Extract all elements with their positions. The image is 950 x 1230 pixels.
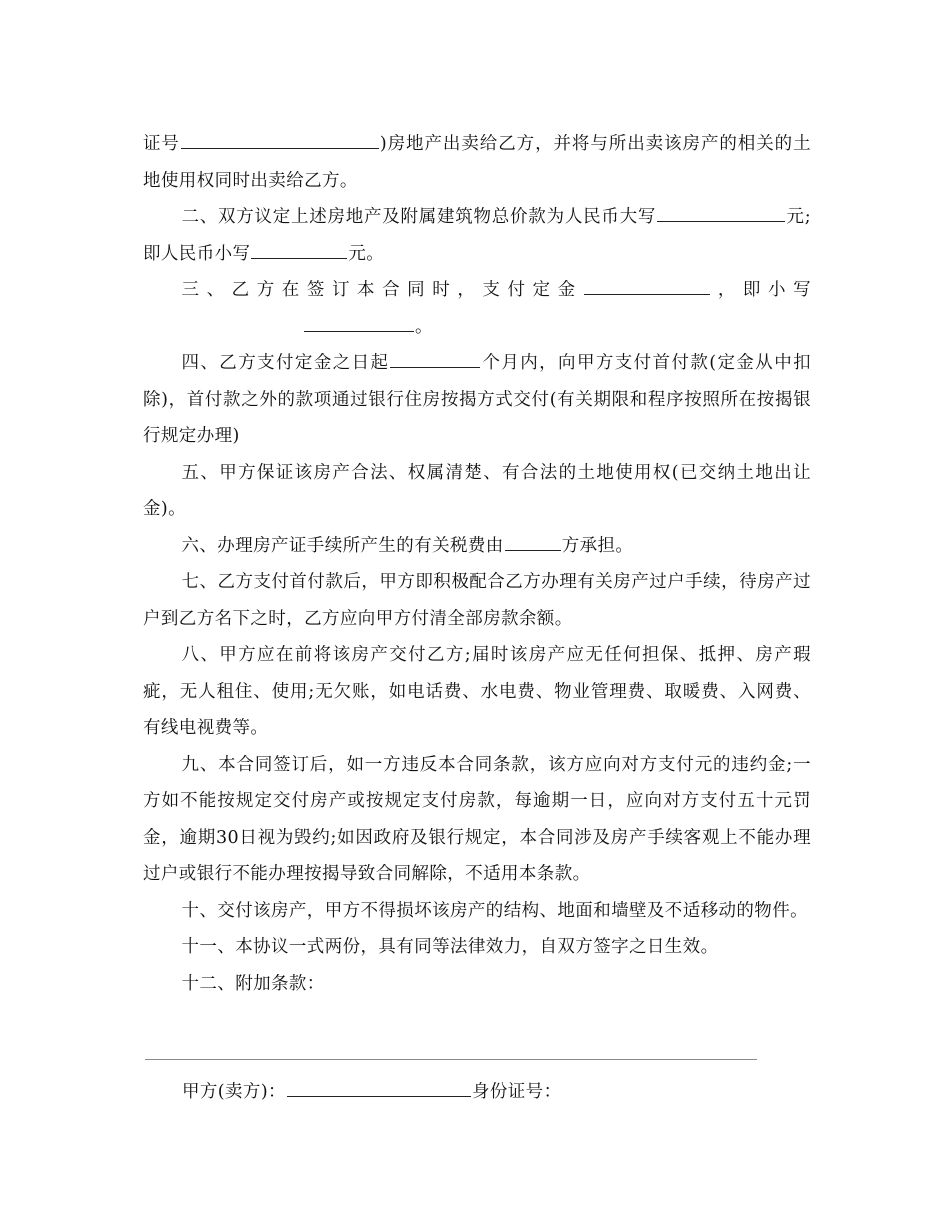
clause-10-structure: 十、交付该房产，甲方不得损坏该房产的结构、地面和墙壁及不适移动的物件。 [181,900,808,921]
clause-11-copies: 十一、本协议一式两份，具有同等法律效力，自双方签字之日生效。 [181,937,719,957]
blank-deposit-numeric [304,315,414,332]
clause-12-additional: 十二、附加条款： [181,973,325,994]
blank-deposit-amount [584,278,710,295]
clause-6-taxes: 六、办理房产证手续所产生的有关税费由 方承担。 [181,535,634,556]
id-number-label: 身份证号： [471,1082,562,1102]
blank-tax-party [505,534,561,551]
blank-price-numeric [251,242,347,259]
contract-body [143,126,811,1002]
clause-5-guarantee: 五、甲方保证该房产合法、权属清楚、有合法的土地使用权(已交纳土地出让金)。 [143,462,811,519]
blank-months [390,351,480,368]
additional-terms-line [145,1059,757,1060]
clause-7-transfer: 七、乙方支付首付款后，甲方即积极配合乙方办理有关房产过户手续，待房产过户到乙方名下之时，乙方应向甲方付清全部房款余额。 [143,572,811,629]
clause-9-breach: 九、本合同签订后，如一方违反本合同条款，该方应向对方支付元的违约金;一方如不能按规定交付房产或按规定支付房款，每逾期一日，应向对方支付五十元罚金，逾期30日视为毁约;如因政府及银行规定，本合同涉及房产手续客观上不能办理过户或银行不能办理按揭导致合同解除，不适用本条款。 [143,754,811,884]
signature-line [182,1074,561,1110]
blank-certificate-number [181,132,379,149]
clause-4-down-payment: 四、乙方支付定金之日起 个月内，向甲方支付首付款(定金从中扣除)，首付款之外的款项通过银行住房按揭方式交付(有关期限和程序按照所在按揭银行规定办理) [143,353,812,446]
clause-1-continued: 证号 )房地产出卖给乙方，并将与所出卖该房产的相关的土地使用权同时出卖给乙方。 [143,134,811,191]
clause-2-price: 二、双方议定上述房地产及附属建筑物总价款为人民币大写 元;即人民币小写 元。 [143,207,811,264]
party-a-name-blank [287,1080,471,1097]
party-a-label: 甲方(卖方)： [182,1082,286,1102]
blank-price-uppercase [657,205,785,222]
clause-3-deposit: 三、乙方在签订本合同时，支付定金 ，即小写。 [181,280,811,337]
clause-8-delivery: 八、甲方应在前将该房产交付乙方;届时该房产应无任何担保、抵押、房产瑕疵，无人租住、使用;无欠账，如电话费、水电费、物业管理费、取暖费、入网费、有线电视费等。 [143,645,811,738]
